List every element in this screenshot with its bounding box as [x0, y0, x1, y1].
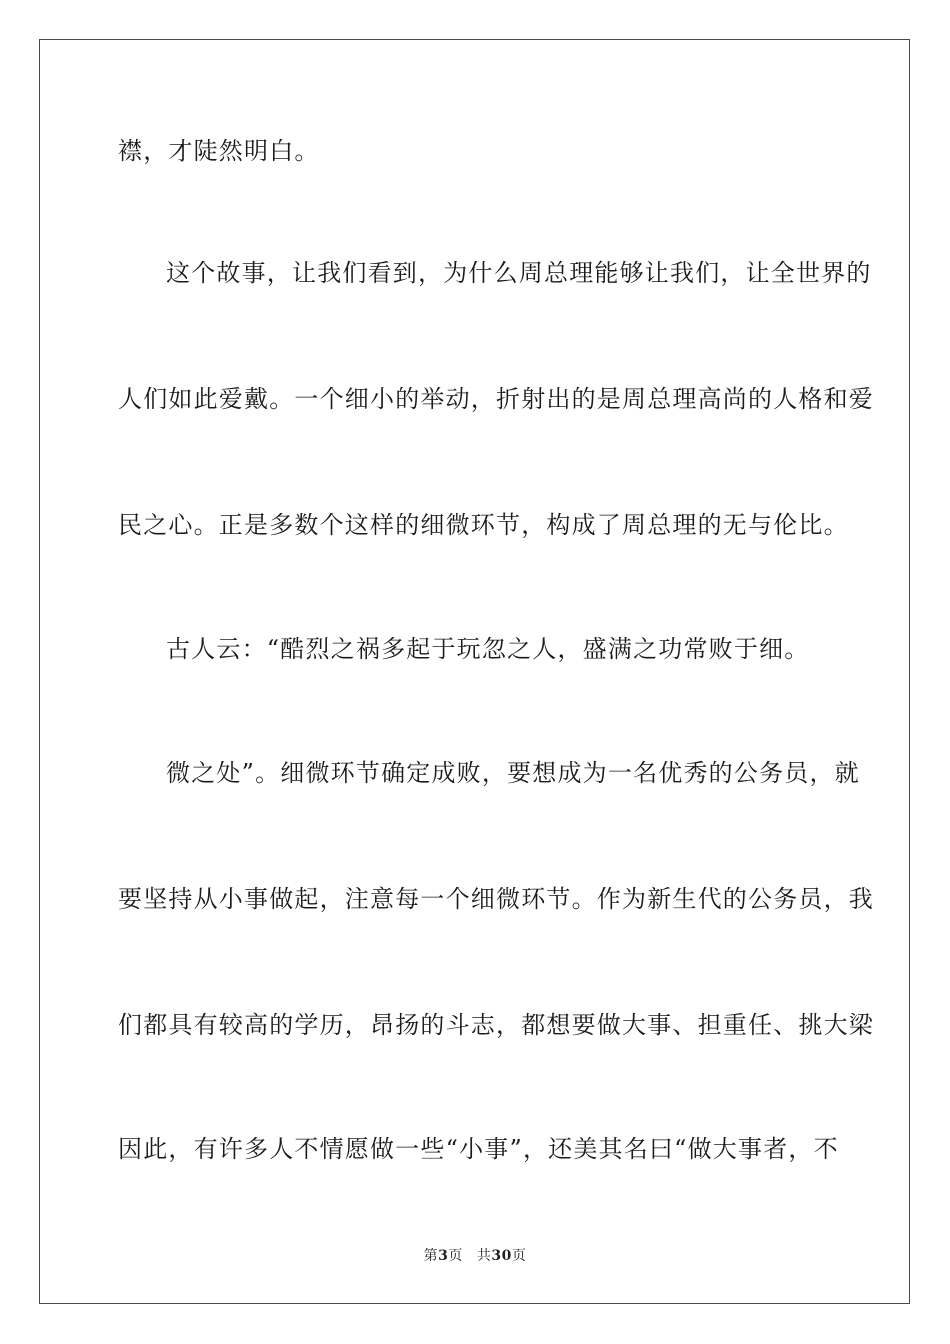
total-suffix: 页	[511, 1248, 527, 1264]
text-line-3: 人们如此爱戴。一个细小的举动，折射出的是周总理高尚的人格和爱	[118, 385, 874, 413]
text-line-4: 民之心。正是多数个这样的细微环节，构成了周总理的无与伦比。	[118, 511, 849, 539]
page-footer	[0, 1246, 950, 1266]
text-line-2: 这个故事，让我们看到，为什么周总理能够让我们，让全世界的	[166, 259, 872, 287]
text-line-6: 微之处”。细微环节确定成败，要想成为一名优秀的公务员，就	[166, 759, 860, 787]
total-pages: 30	[491, 1248, 512, 1264]
page-suffix: 页	[448, 1248, 463, 1264]
text-line-1: 襟，才陡然明白。	[118, 137, 320, 165]
text-line-9: 因此，有许多人不情愿做一些“小事”，还美其名曰“做大事者，不	[118, 1135, 839, 1163]
page-border	[39, 39, 910, 1304]
total-prefix: 共	[476, 1248, 492, 1264]
page-number: 3	[438, 1248, 449, 1264]
text-line-8: 们都具有较高的学历，昂扬的斗志，都想要做大事、担重任、挑大梁	[118, 1011, 874, 1039]
page-prefix: 第	[423, 1248, 439, 1264]
text-line-5: 古人云：“酷烈之祸多起于玩忽之人，盛满之功常败于细。	[166, 635, 810, 663]
text-line-7: 要坚持从小事做起，注意每一个细微环节。作为新生代的公务员，我	[118, 885, 874, 913]
